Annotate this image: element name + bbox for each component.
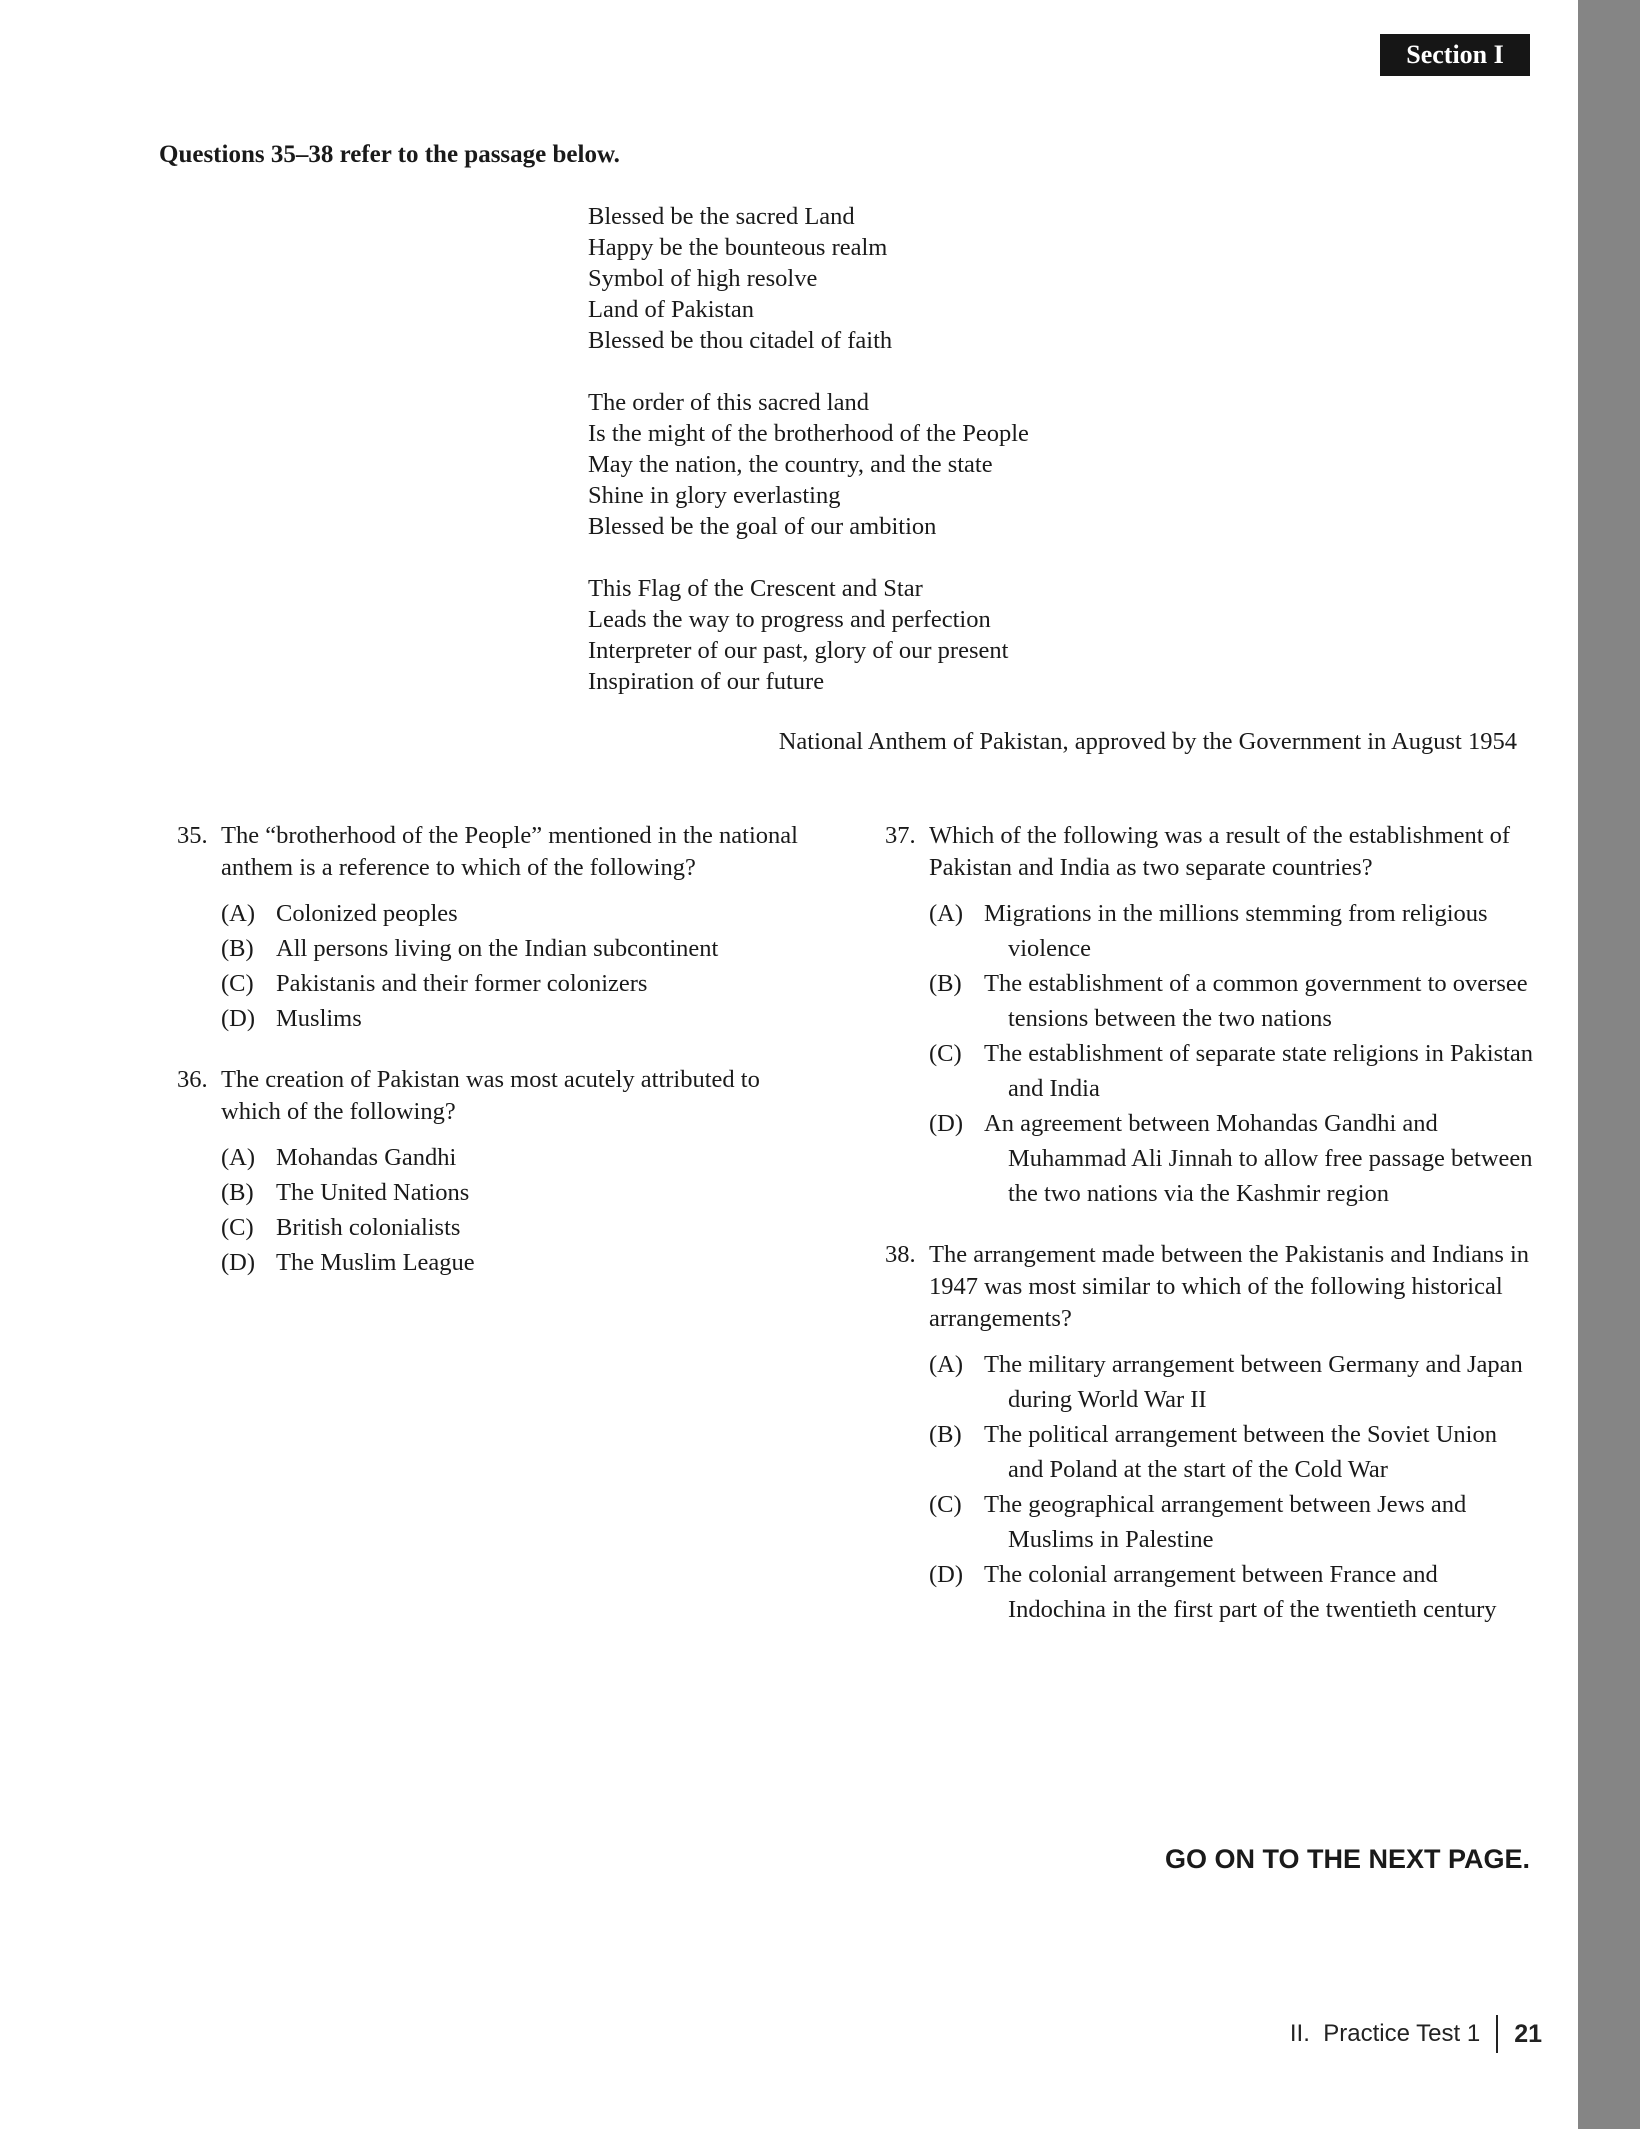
answer-option[interactable] [221,1210,817,1245]
option-text: The geographical arrangement between Jews and Muslims in Palestine [984,1491,1467,1553]
option-letter: (C) [221,1214,254,1241]
option-text: Muslims [276,1005,362,1032]
poem-line: Symbol of high resolve [588,265,818,292]
poem-line: Blessed be thou citadel of faith [588,327,893,354]
page-edge-tab [1578,0,1640,2129]
question-35 [177,820,817,1036]
option-letter: (A) [929,1351,964,1378]
answer-option[interactable] [221,896,817,931]
option-letter: (B) [929,1421,962,1448]
answer-option[interactable] [929,1036,1535,1106]
option-text: An agreement between Mohandas Gandhi and Muhammad Ali Jinnah to allow free passage between the two nations via the Kashmir region [984,1110,1533,1207]
answer-option[interactable] [221,1140,817,1175]
option-letter: (D) [221,1249,256,1276]
poem-line: The order of this sacred land [588,389,869,416]
answer-option[interactable] [221,1001,817,1036]
option-letter: (A) [929,900,964,927]
question-text: The arrangement made between the Pakistanis and Indians in 1947 was most similar to which of the following historical arrangements? [929,1241,1530,1332]
stanza [588,573,1029,697]
question-37 [885,820,1535,1211]
attribution: National Anthem of Pakistan, approved by the Government in August 1954 [778,728,1517,755]
poem-line: Interpreter of our past, glory of our present [588,637,1009,664]
poem [588,201,1029,728]
footer [1290,2015,1542,2053]
passage-intro: Questions 35–38 refer to the passage below. [159,141,620,168]
poem-line: Happy be the bounteous realm [588,234,888,261]
option-text: All persons living on the Indian subcontinent [276,935,719,962]
section-label: Section I [1380,34,1530,76]
question-number: 38. [885,1241,916,1268]
stanza [588,387,1029,542]
poem-line: Leads the way to progress and perfection [588,606,991,633]
question-number: 37. [885,822,916,849]
option-text: The establishment of a common government to oversee tensions between the two nations [984,970,1528,1032]
option-text: The colonial arrangement between France and Indochina in the first part of the twentieth century [984,1561,1497,1623]
question-text: Which of the following was a result of the establishment of Pakistan and India as two separate countries? [929,822,1511,881]
option-letter: (B) [221,1179,254,1206]
option-text: The military arrangement between Germany and Japan during World War II [984,1351,1523,1413]
option-text: Mohandas Gandhi [276,1144,457,1171]
question-36 [177,1064,817,1280]
poem-line: Shine in glory everlasting [588,482,841,509]
answer-option[interactable] [221,1175,817,1210]
answer-option[interactable] [221,1245,817,1280]
option-text: The Muslim League [276,1249,475,1276]
question-38 [885,1239,1535,1627]
option-text: The establishment of separate state religions in Pakistan and India [984,1040,1534,1102]
question-number: 36. [177,1066,208,1093]
answer-option[interactable] [929,1417,1535,1487]
questions-right-column [885,820,1535,1655]
stanza [588,201,1029,356]
option-text: Colonized peoples [276,900,458,927]
option-letter: (D) [221,1005,256,1032]
poem-line: Blessed be the sacred Land [588,203,855,230]
option-text: The political arrangement between the Soviet Union and Poland at the start of the Cold War [984,1421,1497,1483]
answer-option[interactable] [221,931,817,966]
option-letter: (A) [221,1144,256,1171]
questions-left-column [177,820,817,1308]
option-text: Pakistanis and their former colonizers [276,970,648,997]
option-letter: (C) [221,970,254,997]
option-letter: (D) [929,1110,964,1137]
go-on-notice: GO ON TO THE NEXT PAGE. [1164,1844,1530,1874]
question-text: The “brotherhood of the People” mentioned in the national anthem is a reference to which of the following? [221,822,798,881]
footer-divider [1496,2015,1498,2053]
option-letter: (B) [929,970,962,997]
option-letter: (B) [221,935,254,962]
answer-option[interactable] [929,1106,1535,1211]
question-number: 35. [177,822,208,849]
answer-option[interactable] [929,896,1535,966]
answer-option[interactable] [929,1557,1535,1627]
answer-option[interactable] [221,966,817,1001]
poem-line: May the nation, the country, and the state [588,451,993,478]
question-text: The creation of Pakistan was most acutely attributed to which of the following? [221,1066,760,1125]
answer-option[interactable] [929,966,1535,1036]
option-letter: (C) [929,1491,962,1518]
option-letter: (A) [221,900,256,927]
option-letter: (D) [929,1561,964,1588]
poem-line: Is the might of the brotherhood of the People [588,420,1029,447]
footer-part: II. Practice Test 1 [1289,2020,1481,2047]
option-text: The United Nations [276,1179,470,1206]
answer-option[interactable] [929,1347,1535,1417]
option-letter: (C) [929,1040,962,1067]
option-text: Migrations in the millions stemming from religious violence [984,900,1488,962]
poem-line: Blessed be the goal of our ambition [588,513,937,540]
poem-line: Inspiration of our future [588,668,825,695]
option-text: British colonialists [276,1214,461,1241]
poem-line: This Flag of the Crescent and Star [588,575,923,602]
page-number: 21 [1514,2019,1542,2048]
poem-line: Land of Pakistan [588,296,755,323]
answer-option[interactable] [929,1487,1535,1557]
